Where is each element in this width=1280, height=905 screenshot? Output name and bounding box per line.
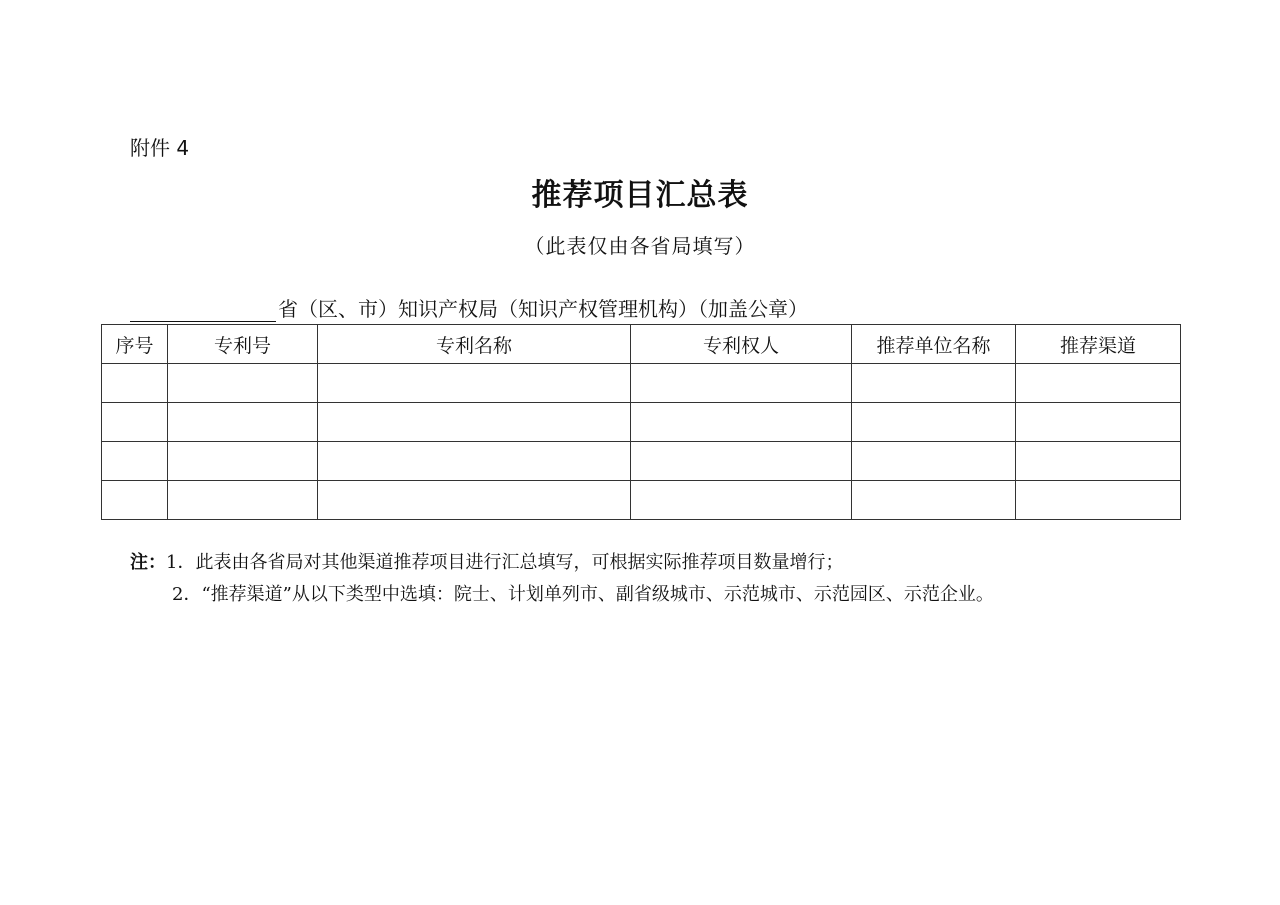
page-subtitle: （此表仅由各省局填写） [524,234,756,258]
note-line-2 [130,579,994,611]
column-header-patent-name: 专利名称 [318,325,631,364]
table-row [102,481,1181,520]
org-line-text: 省（区、市）知识产权局（知识产权管理机构）（加盖公章） [278,297,808,321]
table-cell[interactable] [168,442,318,481]
table-cell[interactable] [1016,403,1181,442]
table-cell[interactable] [102,442,168,481]
province-blank-field[interactable] [130,299,276,322]
note-text: 2．“推荐渠道”从以下类型中选填：院士、计划单列市、副省级城市、示范城市、示范园区、示范企业。 [172,584,994,605]
column-header-patent-number: 专利号 [168,325,318,364]
note-line-1 [130,547,994,579]
table-cell[interactable] [318,364,631,403]
table-cell[interactable] [852,442,1016,481]
table-cell[interactable] [168,481,318,520]
table-cell[interactable] [631,364,852,403]
table-cell[interactable] [852,481,1016,520]
table-cell[interactable] [168,403,318,442]
table-cell[interactable] [318,481,631,520]
attachment-label: 附件 4 [130,136,190,160]
table-cell[interactable] [631,403,852,442]
table-cell[interactable] [1016,364,1181,403]
table-cell[interactable] [318,442,631,481]
table-row [102,364,1181,403]
table-cell[interactable] [102,364,168,403]
table-cell[interactable] [631,481,852,520]
column-header-recommending-unit: 推荐单位名称 [852,325,1016,364]
table-header-row [102,325,1181,364]
column-header-index: 序号 [102,325,168,364]
column-header-channel: 推荐渠道 [1016,325,1181,364]
notes-prefix: 注： [130,552,166,573]
org-line [130,293,808,322]
table-cell[interactable] [318,403,631,442]
summary-table [101,324,1181,520]
table-row [102,442,1181,481]
table-cell[interactable] [852,364,1016,403]
table-cell[interactable] [168,364,318,403]
table-row [102,403,1181,442]
column-header-patentee: 专利权人 [631,325,852,364]
table-cell[interactable] [631,442,852,481]
table-cell[interactable] [102,403,168,442]
note-text: 1．此表由各省局对其他渠道推荐项目进行汇总填写，可根据实际推荐项目数量增行； [166,552,844,573]
table-cell[interactable] [1016,481,1181,520]
table-cell[interactable] [1016,442,1181,481]
table-cell[interactable] [852,403,1016,442]
notes-section [130,547,994,611]
page-title: 推荐项目汇总表 [531,178,749,213]
table-cell[interactable] [102,481,168,520]
